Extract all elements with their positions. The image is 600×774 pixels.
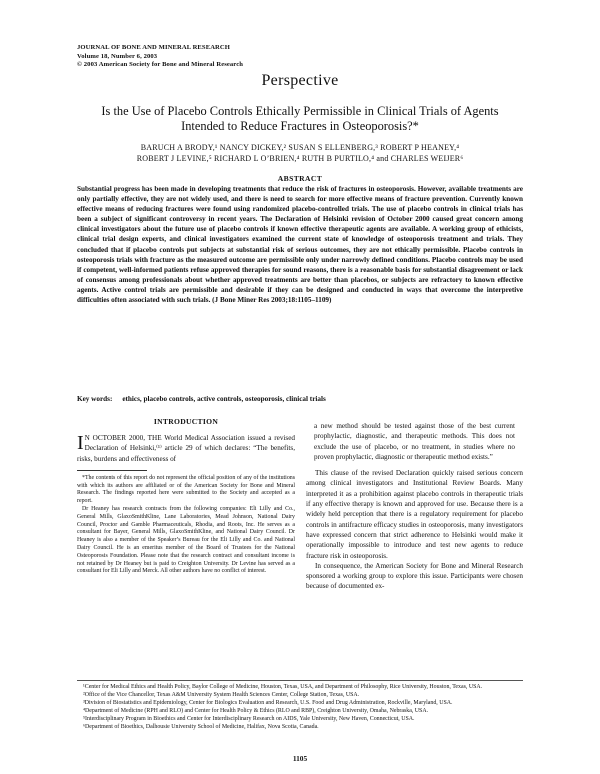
- affiliation-1: ¹Center for Medical Ethics and Health Policy, Baylor College of Medicine, Houston, Texas, USA, and Department of Philosophy, Rice University, Houston, Texas, USA.: [83, 684, 483, 690]
- right-column: [306, 421, 523, 592]
- affiliation-5: ⁵Interdisciplinary Program in Bioethics and Center for Interdisciplinary Research on AIDS, Yale University, New Haven, Connecticut, USA.: [83, 716, 415, 722]
- drop-cap: I: [77, 432, 84, 454]
- affiliation-4: ⁴Department of Medicine (RPH and RLO) and Center for Health Policy & Ethics (RLO and RBP), Creighton University, Omaha, Nebraska, USA.: [83, 708, 429, 714]
- author-line-1: BARUCH A BRODY,¹ NANCY DICKEY,² SUSAN S ELLENBERG,³ ROBERT P HEANEY,⁴: [140, 143, 460, 152]
- journal-header: [77, 44, 243, 70]
- footnote-disclaimer: *The contents of this report do not represent the official position of any of the institutions with which its authors are affiliated or of the American Society for Bone and Mineral Research. The findings reported here were submitted to the Society and accepted as a report.: [77, 474, 295, 505]
- journal-copyright: © 2003 American Society for Bone and Mineral Research: [77, 61, 244, 69]
- journal-volume: Volume 18, Number 6, 2003: [77, 52, 158, 60]
- footnotes: [77, 475, 295, 576]
- affiliation-2: ²Office of the Vice Chancellor, Texas A&M University System Health Sciences Center, College Station, Texas, USA.: [83, 692, 360, 698]
- author-line-2: ROBERT J LEVINE,⁵ RICHARD L O’BRIEN,⁴ RUTH B PURTILO,⁴ and CHARLES WEIJER⁶: [136, 153, 464, 163]
- affiliation-6: ⁶Department of Bioethics, Dalhousie University School of Medicine, Halifax, Nova Scotia, Canada.: [83, 724, 319, 730]
- paragraph-working-group: In consequence, the American Society for Bone and Mineral Research sponsored a working group to explore this issue. Participants were chosen because of documented ex-: [306, 561, 523, 591]
- footnote-conflicts: Dr Heaney has research contracts from the following companies: Eli Lilly and Co., General Mills, GlaxoSmithKline, Lane Laboratories, Mead Johnson, National Dairy Council, Proctor and Gamble Pharmaceuticals, Rhodia, and Roots, Inc. He serves as a consultant for Bayer, General Mills, GlaxoSmithKline, and National Dairy Council. Dr Heaney is also a member of the Speaker’s Bureau for the Eli Lilly and Co. and National Dairy Council. He is an emeritus member of the Board of Trustees for the National Osteoporosis Foundation. Please note that the research contract and consultant income is not retained by Dr Heaney but is paid to Creighton University. Dr Levine has served as a consultant for Eli Lilly and Merck. All other authors have no conflict of interest.: [77, 506, 295, 575]
- helsinki-quote: a new method should be tested against those of the best current prophylactic, diagnostic, and therapeutic methods. This does not exclude the use of placebo, or no treatment, in studies where no proven prophylactic, diagnostic or therapeutic method exists.”: [314, 422, 515, 461]
- left-column: [77, 417, 295, 576]
- keywords: [77, 394, 523, 404]
- intro-paragraph: [77, 433, 295, 464]
- affiliation-divider: [77, 680, 523, 681]
- intro-text: 2000, THE World Medical Association issued a revised Declaration of Helsinki,⁽¹⁾ article 29 of which declares: “The benefits, risks, burdens and effectiveness of: [77, 434, 295, 463]
- affiliations: [77, 683, 523, 731]
- article-title: Is the Use of Placebo Controls Ethically Permissible in Clinical Trials of Agents Intended to Reduce Fractures in Osteoporosis?*: [101, 104, 499, 133]
- affiliation-3: ³Division of Biostatistics and Epidemiology, Center for Biologics Evaluation and Research, U.S. Food and Drug Administration, Rockville, Maryland, USA.: [83, 700, 453, 706]
- keywords-label: Key words:: [77, 395, 113, 403]
- footnote-divider: [77, 470, 147, 471]
- page-number: 1105: [292, 754, 308, 763]
- keywords-text: ethics, placebo controls, active controls, osteoporosis, clinical trials: [122, 395, 326, 403]
- author-list: [90, 143, 510, 164]
- abstract-text: Substantial progress has been made in developing treatments that reduce the risk of fractures in osteoporosis. However, available treatments are only partially effective, they are not widely used, and there is need to search for more effective means of fracture prevention. Currently known effective means of reducing fractures were found using randomized placebo-controlled trials. The use of placebo controls in clinical trials has been a subject of significant controversy in recent years. The Declaration of Helsinki revision of October 2000 caused great concern among clinical investigators about the future use of placebo controls if known effective therapeutic agents are available. A working group of ethicists, clinical trial design experts, and clinical investigators examined the current state of knowledge of osteoporosis treatment and trials. They concluded that if placebo controls put subjects at substantial risk of serious outcomes, they are not ethically permissible. Placebo controls in osteoporosis trials with fracture as the measured outcome are permissible only under narrowly defined conditions. Placebo controls may be used if competent, well-informed patients refuse approved therapies for sound reasons, there is a reasonable basis for substantial disagreement or lack of consensus among professionals about whether approved treatments are better than placebos, or subjects are refractory to known effective agents. Active control trials are permissible and desirable if they can be designed and conducted in ways that overcome the interpretive difficulties often associated with such trials. (J Bone Miner Res 2003;18:1105–1109): [77, 185, 523, 305]
- right-body: [306, 468, 523, 592]
- paragraph-concern: This clause of the revised Declaration quickly raised serious concern among clinical investigators and Institutional Review Boards. Many interpreted it as a prohibition against placebo controls in therapeutic trials if any effective therapy is known and approved for use. Because there is a widely held perception that there is a regulatory requirement for placebo controls in antifracture efficacy studies in osteoporosis, many investigators have expressed concern that strict adherence to Helsinki would make it operationally impossible to introduce and test new agents to reduce fracture risk in osteoporosis.: [306, 469, 523, 560]
- intro-smallcaps: N OCTOBER: [84, 434, 127, 442]
- abstract-heading: ABSTRACT: [277, 174, 323, 183]
- section-title: Perspective: [261, 72, 339, 89]
- journal-name: JOURNAL OF BONE AND MINERAL RESEARCH: [77, 44, 231, 51]
- introduction-heading: INTRODUCTION: [153, 417, 219, 426]
